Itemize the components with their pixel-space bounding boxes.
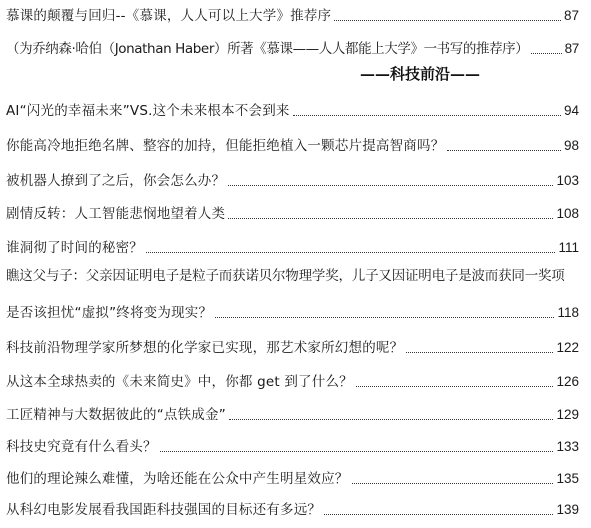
- dot-leader: [228, 218, 553, 219]
- toc-entry-title: 慕课的颠覆与回归--《慕课，人人可以上大学》推荐序: [6, 8, 332, 24]
- dot-leader: [447, 150, 561, 151]
- toc-entry[interactable]: [6, 402, 579, 424]
- toc-entry-page: 129: [556, 407, 579, 422]
- toc-entry-page: 118: [557, 305, 579, 320]
- dot-leader: [406, 352, 553, 353]
- dot-leader: [228, 185, 553, 186]
- toc-entry-page: 133: [556, 439, 579, 454]
- toc-entry-title: 是否该担忧“虚拟”终将变为现实？: [6, 305, 213, 321]
- dot-leader: [352, 483, 554, 484]
- toc-entry-title: AI“闪光的幸福未来”VS.这个未来根本不会到来: [6, 103, 290, 119]
- toc-entry[interactable]: [6, 3, 579, 25]
- toc-entry-title: （为乔纳森·哈伯（Jonathan Haber）所著《慕课——人人都能上大学》一书写的推荐序）: [6, 41, 529, 57]
- toc-entry[interactable]: [6, 201, 579, 223]
- toc-entry-continuation[interactable]: 瞧这父与子：父亲因证明电子是粒子而获诺贝尔物理学奖，儿子又因证明电子是波而获同一奖项: [6, 268, 565, 284]
- toc-entry[interactable]: [6, 36, 579, 58]
- toc-entry-title: 从科幻电影发展看我国距科技强国的目标还有多远？: [6, 502, 322, 518]
- toc-entry[interactable]: [6, 369, 579, 391]
- toc-entry-title: 工匠精神与大数据彼此的“点铁成金”: [6, 407, 226, 423]
- toc-entry-title: 剧情反转：人工智能悲悯地望着人类: [6, 206, 226, 222]
- toc-entry-title: 科技前沿物理学家所梦想的化学家已实现，那艺术家所幻想的呢？: [6, 340, 404, 356]
- toc-entry-title: 科技史究竟有什么看头？: [6, 439, 157, 455]
- toc-entry[interactable]: [6, 168, 579, 190]
- toc-entry-title: 他们的理论辣么难懂，为啥还能在公众中产生明星效应？: [6, 471, 349, 487]
- dot-leader: [160, 451, 554, 452]
- dot-leader: [293, 115, 561, 116]
- toc-entry[interactable]: [6, 335, 579, 357]
- toc-entry[interactable]: [6, 98, 579, 120]
- toc-entry-page: 98: [563, 138, 579, 153]
- toc-entry-page: 103: [556, 173, 579, 188]
- toc-entry-page: 139: [556, 502, 579, 517]
- toc-entry-page: 87: [563, 8, 579, 23]
- section-heading: ——科技前沿——: [360, 65, 481, 83]
- toc-entry-title: 你能高冷地拒绝名牌、整容的加持，但能拒绝植入一颗芯片提高智商吗？: [6, 138, 445, 154]
- toc-entry-page: 111: [558, 240, 579, 255]
- toc-entry-page: 87: [564, 41, 579, 56]
- toc-entry[interactable]: [6, 133, 579, 155]
- toc-entry[interactable]: [6, 466, 579, 488]
- dot-leader: [324, 514, 553, 515]
- dot-leader: [229, 419, 554, 420]
- toc-entry-page: 122: [556, 340, 579, 355]
- dot-leader: [334, 20, 561, 21]
- toc-entry-title: 谁洞彻了时间的秘密？: [6, 240, 143, 256]
- dot-leader: [146, 252, 555, 253]
- toc-entry-page: 126: [556, 374, 579, 389]
- toc-entry-page: 94: [563, 103, 579, 118]
- toc-entry[interactable]: [6, 434, 579, 456]
- toc-entry[interactable]: [6, 497, 579, 519]
- toc-entry-title: 被机器人撩到了之后，你会怎么办？: [6, 173, 226, 189]
- toc-entry[interactable]: [6, 235, 579, 257]
- toc-entry[interactable]: [6, 300, 579, 322]
- toc-entry-page: 108: [556, 206, 579, 221]
- toc-entry-title: 从这本全球热卖的《未来简史》中，你都 get 到了什么？: [6, 374, 353, 390]
- dot-leader: [531, 53, 561, 54]
- dot-leader: [215, 317, 554, 318]
- dot-leader: [356, 386, 554, 387]
- toc-entry-page: 135: [556, 471, 579, 486]
